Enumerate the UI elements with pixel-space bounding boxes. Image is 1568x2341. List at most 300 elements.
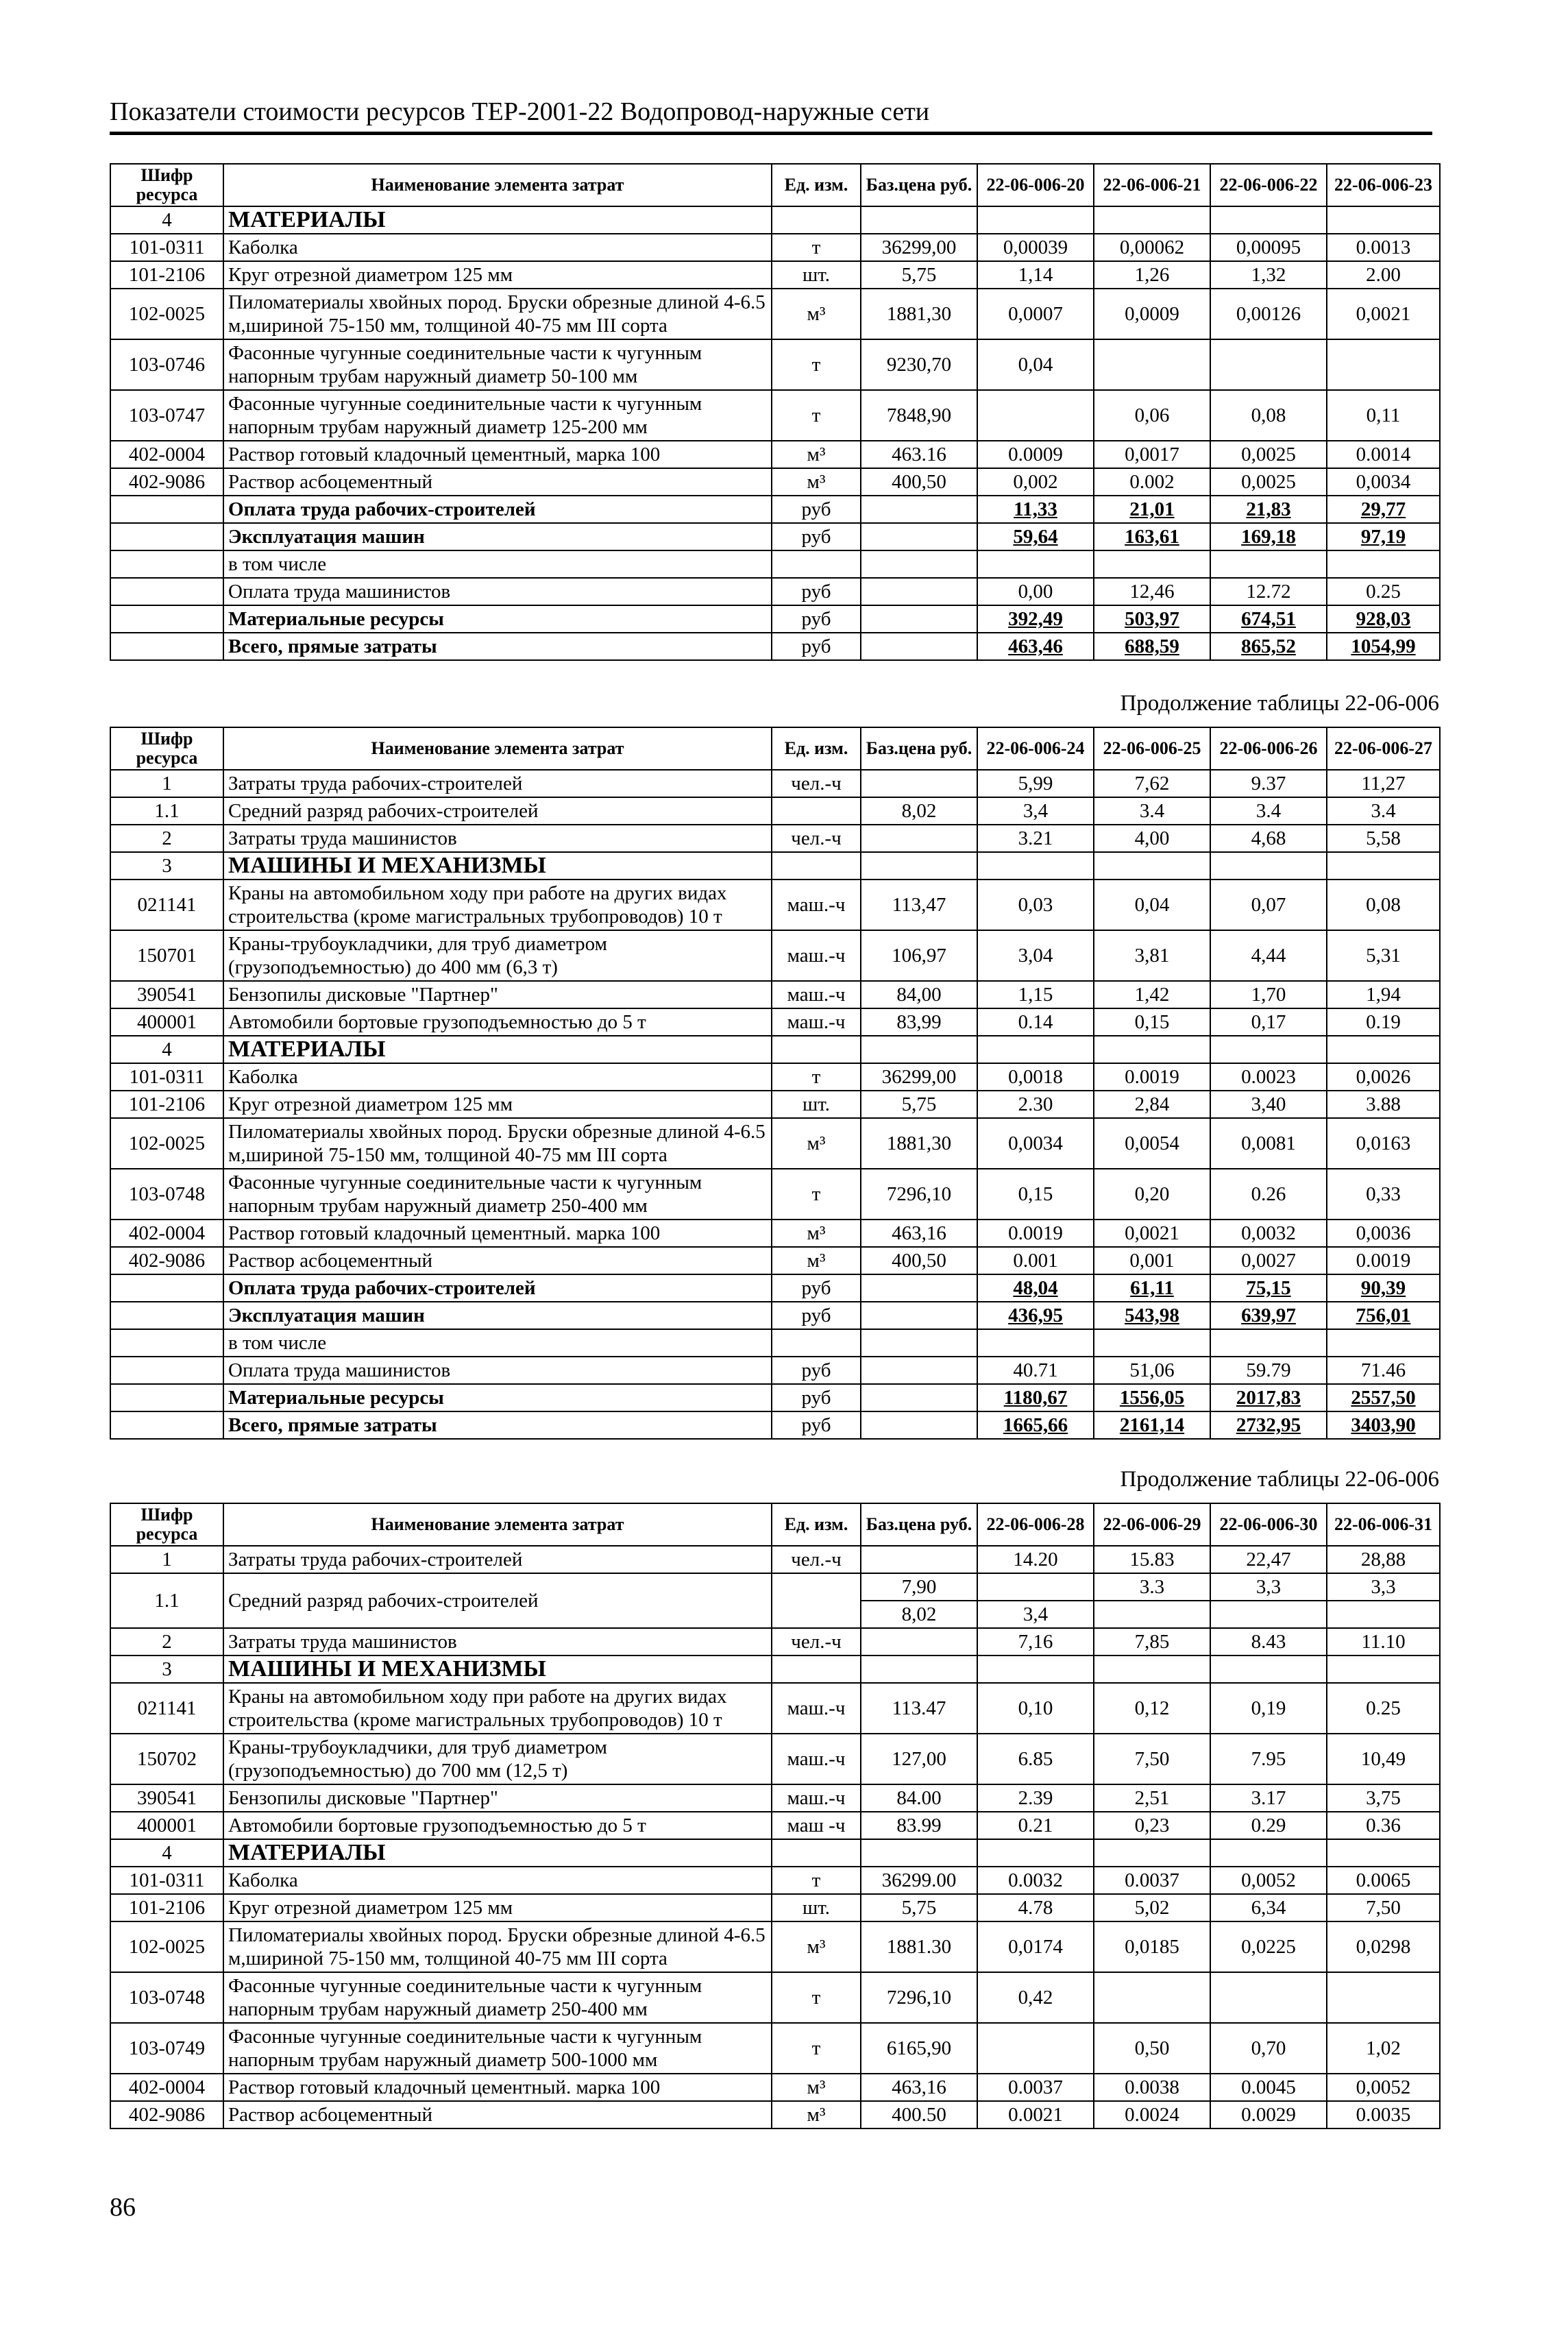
unit-cell <box>772 852 861 880</box>
resource-code: 2 <box>110 825 223 852</box>
norm-value: 7,50 <box>1094 1734 1210 1784</box>
norm-value: 0.0065 <box>1327 1867 1440 1894</box>
resource-code <box>110 1384 223 1411</box>
base-price: 400,50 <box>861 468 977 496</box>
norm-value: 1556,05 <box>1094 1384 1210 1411</box>
col-header-norm: 22-06-006-24 <box>977 727 1094 770</box>
norm-value: 756,01 <box>1327 1302 1440 1329</box>
norm-value <box>1327 206 1440 234</box>
base-price: 83,99 <box>861 1008 977 1036</box>
table-row <box>110 981 1440 1008</box>
cost-element-name: Фасонные чугунные соединительные части к чугунным напорным трубам наружный диаметр 125-200 мм <box>223 390 772 441</box>
norm-value <box>1210 1839 1327 1867</box>
table-row <box>110 1302 1440 1329</box>
base-price <box>861 852 977 880</box>
cost-element-name: Раствор готовый кладочный цементный. марка 100 <box>223 1220 772 1247</box>
table-row <box>110 797 1440 825</box>
unit-cell: м³ <box>772 289 861 339</box>
cost-element-name: в том числе <box>223 1329 772 1357</box>
cost-element-name: Затраты труда рабочих-строителей <box>223 770 772 797</box>
norm-value: 688,59 <box>1094 633 1210 660</box>
unit-cell: маш.-ч <box>772 981 861 1008</box>
norm-value: 0.0045 <box>1210 2074 1327 2101</box>
norm-value <box>1210 339 1327 390</box>
resource-code: 1.1 <box>110 797 223 825</box>
norm-value: 3.4 <box>1094 797 1210 825</box>
norm-value: 48,04 <box>977 1274 1094 1302</box>
norm-value: 2017,83 <box>1210 1384 1327 1411</box>
norm-value: 3403,90 <box>1327 1411 1440 1439</box>
col-header-price: Баз.цена руб. <box>861 164 977 206</box>
norm-value: 11,33 <box>977 496 1094 523</box>
resource-code: 4 <box>110 1839 223 1867</box>
cost-element-name: Оплата труда рабочих-строителей <box>223 496 772 523</box>
resource-code: 402-9086 <box>110 2101 223 2128</box>
cost-element-name: Всего, прямые затраты <box>223 633 772 660</box>
norm-value: 12.72 <box>1210 578 1327 605</box>
resource-code: 1 <box>110 1546 223 1573</box>
resource-code: 402-0004 <box>110 2074 223 2101</box>
norm-value: 0.0037 <box>977 2074 1094 2101</box>
norm-value: 3.4 <box>1210 797 1327 825</box>
norm-value: 5,02 <box>1094 1894 1210 1921</box>
norm-value: 392,49 <box>977 605 1094 633</box>
unit-cell: м³ <box>772 1921 861 1972</box>
norm-value: 1,94 <box>1327 981 1440 1008</box>
resource-code <box>110 1302 223 1329</box>
norm-value: 1,15 <box>977 981 1094 1008</box>
norm-value <box>1210 1036 1327 1063</box>
norm-value: 0.0029 <box>1210 2101 1327 2128</box>
table-row <box>110 1118 1440 1169</box>
norm-value: 674,51 <box>1210 605 1327 633</box>
col-header-price: Баз.цена руб. <box>861 1503 977 1546</box>
resource-code <box>110 523 223 550</box>
cost-element-name: Оплата труда рабочих-строителей <box>223 1274 772 1302</box>
unit-cell: чел.-ч <box>772 825 861 852</box>
norm-value: 21,01 <box>1094 496 1210 523</box>
norm-value: 4,68 <box>1210 825 1327 852</box>
table-row <box>110 1384 1440 1411</box>
unit-cell: м³ <box>772 1118 861 1169</box>
norm-value: 59,64 <box>977 523 1094 550</box>
base-price: 84.00 <box>861 1784 977 1812</box>
resource-code: 4 <box>110 1036 223 1063</box>
resource-code: 101-2106 <box>110 1091 223 1118</box>
resource-code: 3 <box>110 852 223 880</box>
norm-value: 0,0174 <box>977 1921 1094 1972</box>
norm-value <box>977 1036 1094 1063</box>
norm-value: 11.10 <box>1327 1628 1440 1655</box>
resource-code: 402-9086 <box>110 468 223 496</box>
norm-value <box>1210 206 1327 234</box>
unit-cell: руб <box>772 605 861 633</box>
base-price <box>861 578 977 605</box>
norm-value: 4.78 <box>977 1894 1094 1921</box>
norm-value: 543,98 <box>1094 1302 1210 1329</box>
norm-value: 0.19 <box>1327 1008 1440 1036</box>
cost-element-name: Пиломатериалы хвойных пород. Бруски обрезные длиной 4-6.5 м,шириной 75-150 мм, толщиной 40-75 мм III сорта <box>223 1921 772 1972</box>
unit-cell <box>772 550 861 578</box>
base-price: 5,75 <box>861 1894 977 1921</box>
norm-value: 90,39 <box>1327 1274 1440 1302</box>
norm-value: 0,0009 <box>1094 289 1210 339</box>
resource-code: 2 <box>110 1628 223 1655</box>
norm-value <box>1210 1601 1327 1628</box>
unit-cell: маш.-ч <box>772 1008 861 1036</box>
cost-element-name: Эксплуатация машин <box>223 1302 772 1329</box>
unit-cell: руб <box>772 1411 861 1439</box>
table-row <box>110 1734 1440 1784</box>
norm-value: 0,19 <box>1210 1683 1327 1734</box>
unit-cell: руб <box>772 633 861 660</box>
unit-cell <box>772 1655 861 1683</box>
norm-value: 5,31 <box>1327 930 1440 981</box>
norm-value <box>1327 1972 1440 2023</box>
norm-value: 0.29 <box>1210 1812 1327 1839</box>
base-price: 36299.00 <box>861 1867 977 1894</box>
resource-code: 402-0004 <box>110 441 223 468</box>
resource-code: 400001 <box>110 1008 223 1036</box>
norm-value: 0.0023 <box>1210 1063 1327 1091</box>
norm-value: 14.20 <box>977 1546 1094 1573</box>
col-header-norm: 22-06-006-20 <box>977 164 1094 206</box>
norm-value: 10,49 <box>1327 1734 1440 1784</box>
table-row <box>110 261 1440 289</box>
table-row <box>110 1812 1440 1839</box>
resource-code: 102-0025 <box>110 1921 223 1972</box>
norm-value: 0.002 <box>1094 468 1210 496</box>
norm-value: 1180,67 <box>977 1384 1094 1411</box>
norm-value: 22,47 <box>1210 1546 1327 1573</box>
cost-element-name: Краны-трубоукладчики, для труб диаметром (грузоподъемностью) до 700 мм (12,5 т) <box>223 1734 772 1784</box>
cost-element-name: Раствор готовый кладочный цементный, марка 100 <box>223 441 772 468</box>
table-row <box>110 2023 1440 2074</box>
resource-code: 103-0746 <box>110 339 223 390</box>
norm-value: 0.0024 <box>1094 2101 1210 2128</box>
norm-value: 51,06 <box>1094 1357 1210 1384</box>
norm-value: 11,27 <box>1327 770 1440 797</box>
norm-value: 0.25 <box>1327 1683 1440 1734</box>
table-row <box>110 1972 1440 2023</box>
table-row <box>110 496 1440 523</box>
base-price: 9230,70 <box>861 339 977 390</box>
header-row <box>110 164 1440 206</box>
norm-value: 8.43 <box>1210 1628 1327 1655</box>
norm-value: 0,0034 <box>1327 468 1440 496</box>
norm-value <box>1327 1839 1440 1867</box>
cost-element-name: Каболка <box>223 1063 772 1091</box>
resource-code: 101-0311 <box>110 234 223 261</box>
col-header-norm: 22-06-006-23 <box>1327 164 1440 206</box>
norm-value: 28,88 <box>1327 1546 1440 1573</box>
norm-value <box>1327 1655 1440 1683</box>
norm-value: 0,0021 <box>1327 289 1440 339</box>
base-price: 400,50 <box>861 1247 977 1274</box>
norm-value <box>1094 1036 1210 1063</box>
table-row <box>110 1411 1440 1439</box>
base-price: 113,47 <box>861 880 977 930</box>
table-row <box>110 578 1440 605</box>
continuation-label: Продолжение таблицы 22-06-006 <box>1120 1467 1439 1492</box>
norm-value: 0,00095 <box>1210 234 1327 261</box>
unit-cell: т <box>772 1063 861 1091</box>
cost-element-name: Средний разряд рабочих-строителей <box>223 797 772 825</box>
unit-cell: м³ <box>772 1247 861 1274</box>
norm-value: 0,0007 <box>977 289 1094 339</box>
base-price <box>861 770 977 797</box>
norm-value: 2.39 <box>977 1784 1094 1812</box>
unit-cell: т <box>772 1972 861 2023</box>
norm-value: 0,0052 <box>1327 2074 1440 2101</box>
unit-cell: руб <box>772 1274 861 1302</box>
norm-value: 865,52 <box>1210 633 1327 660</box>
norm-value: 3,4 <box>977 797 1094 825</box>
norm-value <box>977 1655 1094 1683</box>
norm-value: 4,00 <box>1094 825 1210 852</box>
cost-element-name: Раствор асбоцементный <box>223 2101 772 2128</box>
cost-element-name: Каболка <box>223 1867 772 1894</box>
resource-code <box>110 1329 223 1357</box>
norm-value: 7.95 <box>1210 1734 1327 1784</box>
norm-value: 0.26 <box>1210 1169 1327 1220</box>
table-row <box>110 1839 1440 1867</box>
unit-cell <box>772 206 861 234</box>
norm-value <box>1210 1655 1327 1683</box>
unit-cell <box>772 1329 861 1357</box>
resource-code: 101-0311 <box>110 1063 223 1091</box>
resource-code <box>110 578 223 605</box>
norm-value: 0,08 <box>1327 880 1440 930</box>
norm-value: 0,0036 <box>1327 1220 1440 1247</box>
resource-code: 150701 <box>110 930 223 981</box>
base-price <box>861 1357 977 1384</box>
norm-value: 0,42 <box>977 1972 1094 2023</box>
norm-value <box>1210 1972 1327 2023</box>
norm-value: 0.21 <box>977 1812 1094 1839</box>
table-row <box>110 206 1440 234</box>
table-row <box>110 441 1440 468</box>
norm-value: 0,06 <box>1094 390 1210 441</box>
cost-element-name: Эксплуатация машин <box>223 523 772 550</box>
resource-code <box>110 1357 223 1384</box>
unit-cell <box>772 1036 861 1063</box>
norm-value: 71.46 <box>1327 1357 1440 1384</box>
unit-cell <box>772 1573 861 1628</box>
resource-code: 103-0749 <box>110 2023 223 2074</box>
norm-value <box>1210 1329 1327 1357</box>
base-price: 5,75 <box>861 261 977 289</box>
norm-value: 29,77 <box>1327 496 1440 523</box>
base-price: 463.16 <box>861 441 977 468</box>
norm-value: 7,85 <box>1094 1628 1210 1655</box>
norm-value: 3.17 <box>1210 1784 1327 1812</box>
base-price: 5,75 <box>861 1091 977 1118</box>
resource-code <box>110 550 223 578</box>
norm-value: 0.0019 <box>1327 1247 1440 1274</box>
unit-cell: маш -ч <box>772 1812 861 1839</box>
norm-value: 0,04 <box>1094 880 1210 930</box>
cost-element-name: Каболка <box>223 234 772 261</box>
norm-value: 6.85 <box>977 1734 1094 1784</box>
cost-element-name: Фасонные чугунные соединительные части к чугунным напорным трубам наружный диаметр 500-1000 мм <box>223 2023 772 2074</box>
norm-value: 5,58 <box>1327 825 1440 852</box>
resource-code: 103-0748 <box>110 1972 223 2023</box>
norm-value <box>1094 1839 1210 1867</box>
resource-code: 402-0004 <box>110 1220 223 1247</box>
norm-value: 0,10 <box>977 1683 1094 1734</box>
cost-element-name: Фасонные чугунные соединительные части к чугунным напорным трубам наружный диаметр 250-400 мм <box>223 1169 772 1220</box>
resource-code: 101-0311 <box>110 1867 223 1894</box>
norm-value: 40.71 <box>977 1357 1094 1384</box>
norm-value: 0.0019 <box>1094 1063 1210 1091</box>
base-price: 83.99 <box>861 1812 977 1839</box>
norm-value: 0,12 <box>1094 1683 1210 1734</box>
norm-value: 0,0027 <box>1210 1247 1327 1274</box>
norm-value: 2.30 <box>977 1091 1094 1118</box>
base-price <box>861 1036 977 1063</box>
norm-value <box>1094 852 1210 880</box>
norm-value <box>977 1329 1094 1357</box>
norm-value <box>1210 550 1327 578</box>
norm-value: 59.79 <box>1210 1357 1327 1384</box>
norm-value: 2,51 <box>1094 1784 1210 1812</box>
norm-value: 0,0054 <box>1094 1118 1210 1169</box>
cost-element-name: Материальные ресурсы <box>223 1384 772 1411</box>
norm-value: 3,81 <box>1094 930 1210 981</box>
cost-element-name: в том числе <box>223 550 772 578</box>
norm-value: 0,23 <box>1094 1812 1210 1839</box>
base-price: 7,90 <box>861 1573 977 1601</box>
base-price <box>861 1302 977 1329</box>
table-row <box>110 339 1440 390</box>
table-row <box>110 234 1440 261</box>
norm-value: 5,99 <box>977 770 1094 797</box>
resource-table <box>110 163 1441 661</box>
norm-value: 3.3 <box>1094 1573 1210 1601</box>
cost-element-name: МАТЕРИАЛЫ <box>223 1036 772 1063</box>
cost-element-name: МАТЕРИАЛЫ <box>223 1839 772 1867</box>
col-header-norm: 22-06-006-29 <box>1094 1503 1210 1546</box>
unit-cell: маш.-ч <box>772 880 861 930</box>
norm-value: 0.0014 <box>1327 441 1440 468</box>
norm-value: 0,15 <box>1094 1008 1210 1036</box>
col-header-norm: 22-06-006-27 <box>1327 727 1440 770</box>
unit-cell: шт. <box>772 1091 861 1118</box>
resource-code: 103-0747 <box>110 390 223 441</box>
unit-cell: руб <box>772 1384 861 1411</box>
base-price <box>861 825 977 852</box>
resource-code: 021141 <box>110 1683 223 1734</box>
norm-value: 15.83 <box>1094 1546 1210 1573</box>
norm-value <box>977 852 1094 880</box>
unit-cell: руб <box>772 496 861 523</box>
resource-code: 390541 <box>110 1784 223 1812</box>
resource-code <box>110 605 223 633</box>
col-header-norm: 22-06-006-28 <box>977 1503 1094 1546</box>
norm-value: 0,15 <box>977 1169 1094 1220</box>
table-row <box>110 1921 1440 1972</box>
table-row <box>110 825 1440 852</box>
norm-value <box>977 1573 1094 1601</box>
base-price <box>861 1411 977 1439</box>
col-header-name: Наименование элемента затрат <box>223 164 772 206</box>
cost-element-name: Фасонные чугунные соединительные части к чугунным напорным трубам наружный диаметр 250-400 мм <box>223 1972 772 2023</box>
norm-value: 0,0025 <box>1210 468 1327 496</box>
base-price: 6165,90 <box>861 2023 977 2074</box>
base-price <box>861 1839 977 1867</box>
table-row <box>110 2101 1440 2128</box>
table-row <box>110 468 1440 496</box>
norm-value: 0.0035 <box>1327 2101 1440 2128</box>
cost-element-name: Автомобили бортовые грузоподъемностью до 5 т <box>223 1008 772 1036</box>
base-price <box>861 1274 977 1302</box>
table-row <box>110 605 1440 633</box>
norm-value: 2161,14 <box>1094 1411 1210 1439</box>
cost-element-name: Раствор готовый кладочный цементный. марка 100 <box>223 2074 772 2101</box>
norm-value <box>977 2023 1094 2074</box>
table-row <box>110 1655 1440 1683</box>
norm-value <box>1210 852 1327 880</box>
base-price: 463,16 <box>861 1220 977 1247</box>
norm-value <box>977 390 1094 441</box>
norm-value: 503,97 <box>1094 605 1210 633</box>
norm-value: 0,0298 <box>1327 1921 1440 1972</box>
norm-value: 21,83 <box>1210 496 1327 523</box>
base-price <box>861 1384 977 1411</box>
base-price <box>861 1546 977 1573</box>
table-row <box>110 1628 1440 1655</box>
cost-element-name: Круг отрезной диаметром 125 мм <box>223 261 772 289</box>
col-header-name: Наименование элемента затрат <box>223 1503 772 1546</box>
unit-cell: т <box>772 390 861 441</box>
table-row <box>110 390 1440 441</box>
unit-cell: шт. <box>772 261 861 289</box>
base-price <box>861 206 977 234</box>
unit-cell: м³ <box>772 1220 861 1247</box>
resource-table <box>110 727 1441 1440</box>
norm-value: 0,0025 <box>1210 441 1327 468</box>
norm-value <box>1094 1329 1210 1357</box>
resource-code: 3 <box>110 1655 223 1683</box>
norm-value: 0.0037 <box>1094 1867 1210 1894</box>
norm-value: 0.36 <box>1327 1812 1440 1839</box>
base-price: 36299,00 <box>861 1063 977 1091</box>
norm-value: 0,0032 <box>1210 1220 1327 1247</box>
table-row <box>110 1063 1440 1091</box>
norm-value <box>977 206 1094 234</box>
page-number: 86 <box>110 2193 136 2222</box>
col-header-norm: 22-06-006-22 <box>1210 164 1327 206</box>
norm-value <box>1327 550 1440 578</box>
cost-element-name: Автомобили бортовые грузоподъемностью до 5 т <box>223 1812 772 1839</box>
norm-value: 0,0052 <box>1210 1867 1327 1894</box>
norm-value: 0.0019 <box>977 1220 1094 1247</box>
resource-code: 150702 <box>110 1734 223 1784</box>
resource-code: 390541 <box>110 981 223 1008</box>
page-header: Показатели стоимости ресурсов ТЕР-2001-22 Водопровод-наружные сети <box>110 95 1432 135</box>
norm-value: 3,4 <box>977 1601 1094 1628</box>
cost-element-name: Краны на автомобильном ходу при работе на других видах строительства (кроме магистральных трубопроводов) 10 т <box>223 880 772 930</box>
base-price: 8,02 <box>861 1601 977 1628</box>
norm-value: 0,0026 <box>1327 1063 1440 1091</box>
table-row <box>110 930 1440 981</box>
base-price <box>861 496 977 523</box>
norm-value: 3,40 <box>1210 1091 1327 1118</box>
table-row <box>110 1683 1440 1734</box>
norm-value <box>1094 550 1210 578</box>
cost-element-name: Краны-трубоукладчики, для труб диаметром (грузоподъемностью) до 400 мм (6,3 т) <box>223 930 772 981</box>
